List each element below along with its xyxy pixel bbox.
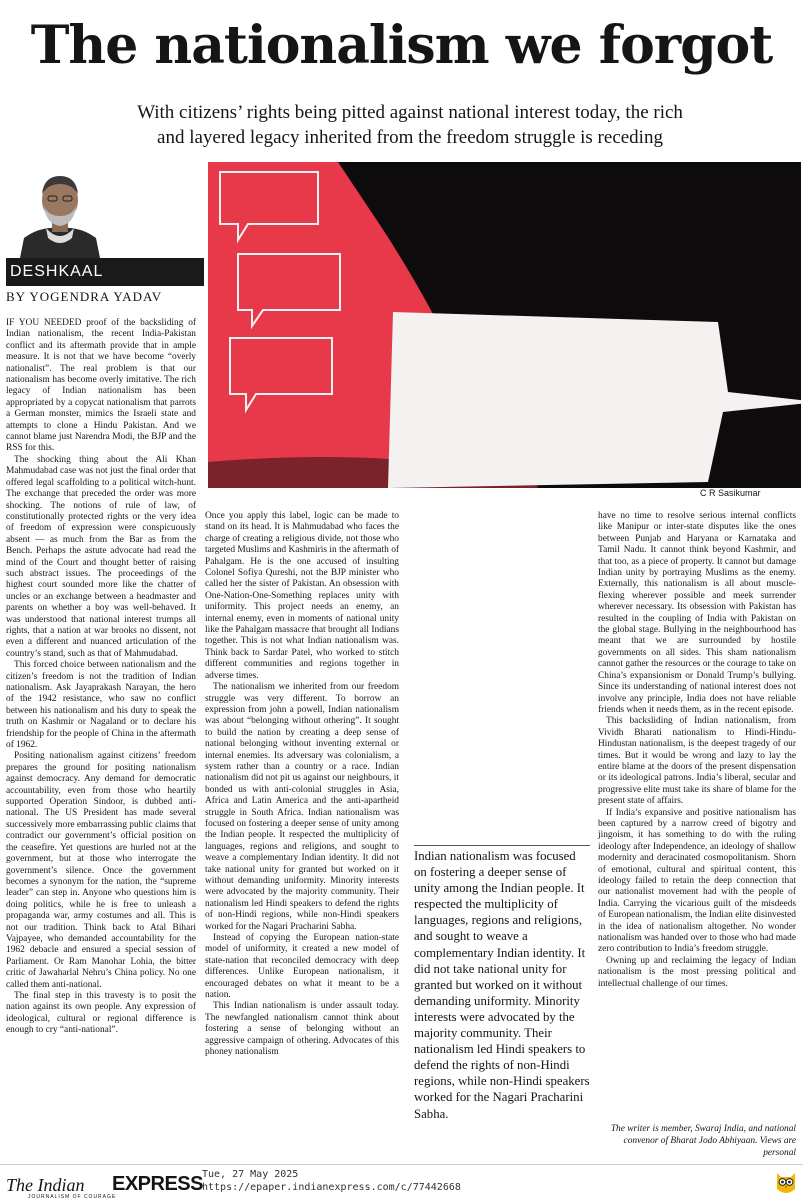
owl-logo-icon — [774, 1169, 798, 1197]
paragraph: This Indian nationalism is under assault today. The newfangled nationalism cannot think about fostering a sense of belonging without an aggressive campaign of othering. Advocates of this phoney nationalism — [205, 1001, 399, 1058]
paragraph: IF YOU NEEDED proof of the backsliding of Indian nationalism, the recent India-Pakistan conflict and its aftermath provide that in ample measure. It is not that we have become “overly nationalist”. The real problem is that our nationalism has become overly imitative. The rich legacy of Indian nationalism has been appropriated by a copycat nationalism that parrots a German monster, mimics the Israeli state and attempts to clone a Hindu Pakistan. And we cannot blame just Narendra Modi, the BJP and the RSS for this. — [6, 318, 196, 454]
logo-main: EXPRESS — [112, 1173, 203, 1195]
paragraph: Positing nationalism against citizens’ freedom prepares the ground for positing nationalism against democracy. Any demand for democratic accountability, even from those who heartily supported Operation Sindoor, is dubbed anti-national. The US President has made several successively more embarrassing public claims that contradict our government’s official position on the ceasefire. Yet questions are hurled not at the government, but at those who interrogate the government’s silence. Once the government becomes a synonym for the nation, the “supreme leader” can step in. Anyone who questions him is doing politics, while he is free to unleash a propaganda war, army costumes and all. This is not our tradition. Think back to Atal Bihari Vajpayee, who demanded accountability for the 1962 debacle and ensured a special session of Parliament. Or Ram Manohar Lohia, the bitter critic of Jawaharlal Nehru’s China policy. No one called them anti-national. — [6, 751, 196, 990]
logo-prefix: The Indian — [6, 1175, 85, 1195]
print-date: Tue, 27 May 2025 — [202, 1169, 299, 1180]
paragraph: The final step in this travesty is to posit the nation against its own people. Any expression of ideological, cultural or regional difference is enough to cry “anti-national”. — [6, 990, 196, 1036]
logo-tagline: JOURNALISM OF COURAGE — [28, 1194, 117, 1200]
illustration-credit: C R Sasikumar — [700, 488, 761, 498]
paragraph: have no time to resolve serious internal conflicts like Manipur or inter-state disputes like the ones between Punjab and Haryana or Karnataka and Tamil Nadu. It cannot think beyond Kashmir, and that too, as a piece of property. It cannot but damage Indian unity by portraying Muslims as the enemy. Externally, this nationalism is all about muscle-flexing wherever possible and meek surrender wherever necessary. Its obsession with Pakistan has resulted in the coupling of India with Pakistan on the global stage. Bullying in the neighbourhood has meant that we are surrounded by hostile governments on all sides. This sham nationalism cannot gather the resources or the courage to take on China’s expansionism or Donald Trump’s bullying. Since its understanding of national interest does not involve any principle, India does not have reliable friends when it needs them, as in the recent episode. — [598, 511, 796, 715]
epaper-link[interactable]: https://epaper.indianexpress.com/c/77442668 — [202, 1182, 461, 1193]
byline: BY YOGENDRA YADAV — [6, 289, 163, 304]
article-column-1 — [6, 318, 196, 1037]
headline: The nationalism we forgot — [30, 15, 773, 76]
paragraph: If India’s expansive and positive nationalism has been captured by a narrow creed of bigotry and jingoism, it has something to do with the ruling ideology after Independence, an ideology of shallow modernity and deracinated cosmopolitanism. Shorn of emotional, cultural and spiritual content, this ideology failed to retain the deep connection that our nationalist movement had with the people of India. Carrying the vicarious guilt of the misdeeds of European nationalism, the Indian elite disinvested in the idea of nationalism altogether. No wonder nationalism was handed over to those who had made zero contribution to India’s freedom struggle. — [598, 807, 796, 955]
paragraph: This forced choice between nationalism and the citizen’s freedom is not the tradition of Indian nationalism. Ask Jayaprakash Narayan, the hero of the 1942 resistance, who saw no conflict between his nationalism and his duty to speak the truth on Kashmir or Nagaland or to declare his friendship for the people of China in the aftermath of 1962. — [6, 660, 196, 751]
column-name: DESHKAAL — [6, 258, 204, 286]
article-column-3 — [598, 511, 796, 990]
paragraph: Owning up and reclaiming the legacy of Indian nationalism is the most pressing political and intellectual challenge of our times. — [598, 955, 796, 989]
author-box — [6, 166, 204, 311]
article-column-2 — [205, 511, 399, 1059]
footer — [0, 1164, 803, 1200]
pull-quote: Indian nationalism was focused on fostering a deeper sense of unity among the Indian people. It respected the multiplicity of languages, regions and religions, and sought to weave a complementary Indian identity. It did not take national unity for granted but worked on it without demanding uniformity. Minority interests were advocated by the majority community. Their nationalism led Hindi speakers to defend the rights of non-Hindi regions, while non-Hindi speakers worked for the Nagari Pracharini Sabha. — [414, 845, 590, 1122]
speech-bubbles-illustration — [208, 162, 801, 488]
paragraph: The shocking thing about the Ali Khan Mahmudabad case was not just the final order that offered legal scaffolding to a political witch-hunt. The exchange that preceded the order was more shocking. The notions of rule of law, of constitutionally protected rights or the very idea of freedom of expression were conspicuously absent — as much from the Bar as from the Bench. Perhaps the astute advocate had read the mind of the Court and thought better of raising such abstract issues. The proceedings of the highest court sounded more like the chatter of uncles or an exchange between a headmaster and parents on whether a boy was well-behaved. It was understood that national interest trumps all rights, that a nation at war brooks no dissent, not even a different and nuanced articulation of the country’s stand, such as that of Mahmudabad. — [6, 454, 196, 659]
paragraph: This backsliding of Indian nationalism, from Vividh Bharati nationalism to Hindi-Hindu-Hindustan nationalism, is the deepest tragedy of our times. But it would be wrong and lazy to lay the entire blame at the doors of the present dispensation or its ideological patrons. India’s liberal, secular and progressive elite must take its share of blame for the present state of affairs. — [598, 716, 796, 807]
standfirst: With citizens’ rights being pitted against national interest today, the rich and layered legacy inherited from the freedom struggle is receding — [137, 102, 683, 148]
author-note: The writer is member, Swaraj India, and national convenor of Bharat Jodo Abhiyaan. Views are personal — [610, 1124, 796, 1158]
paragraph: Once you apply this label, logic can be made to stand on its head. It is Mahmudabad who faces the charge of creating a religious divide, not those who targeted Muslims and Kashmiris in the aftermath of Pahalgam. He is the one accused of insulting Colonel Sofiya Qureshi, not the BJP minister who called her the sister of Pakistan. An obsession with One-Nation-One-Something replaces unity with uniformity. This project needs an enemy, an internal enemy, even in moments of national unity like the Pahalgam massacre that brought all Indians together. This is not what Indian nationalism was. Think back to Sardar Patel, who worked to stitch different communities and regions together in adverse times. — [205, 511, 399, 681]
paragraph: Instead of copying the European nation-state model of uniformity, it created a new model of state-nation that reconciled democracy with deep differences. Unlike European nationalism, it encouraged debates on what it meant to be a nation. — [205, 933, 399, 1001]
paragraph: The nationalism we inherited from our freedom struggle was very different. To borrow an expression from john a powell, Indian nationalism was about “belonging without othering”. It sought to build the nation by creating a deep sense of national belonging without inventing external or internal enemies. Its adversary was colonialism, a system rather than a country or a race. Indian nationalism did not pit us against our neighbours, it bonded us with anti-colonial struggles in Asia, Africa and Latin America and the anti-apartheid struggle in South Africa. Indian nationalism was focused on fostering a deeper sense of unity among the Indian people. It respected the multiplicity of languages, regions and religions, and sought to weave a complementary Indian identity. It did not take national unity for granted but worked on it without demanding uniformity. Minority interests were advocated by the majority community. Their nationalism led Hindi speakers to defend the rights of non-Hindi regions, while non-Hindi speakers worked for the Nagari Pracharini Sabha. — [205, 682, 399, 932]
author-portrait — [10, 166, 110, 258]
